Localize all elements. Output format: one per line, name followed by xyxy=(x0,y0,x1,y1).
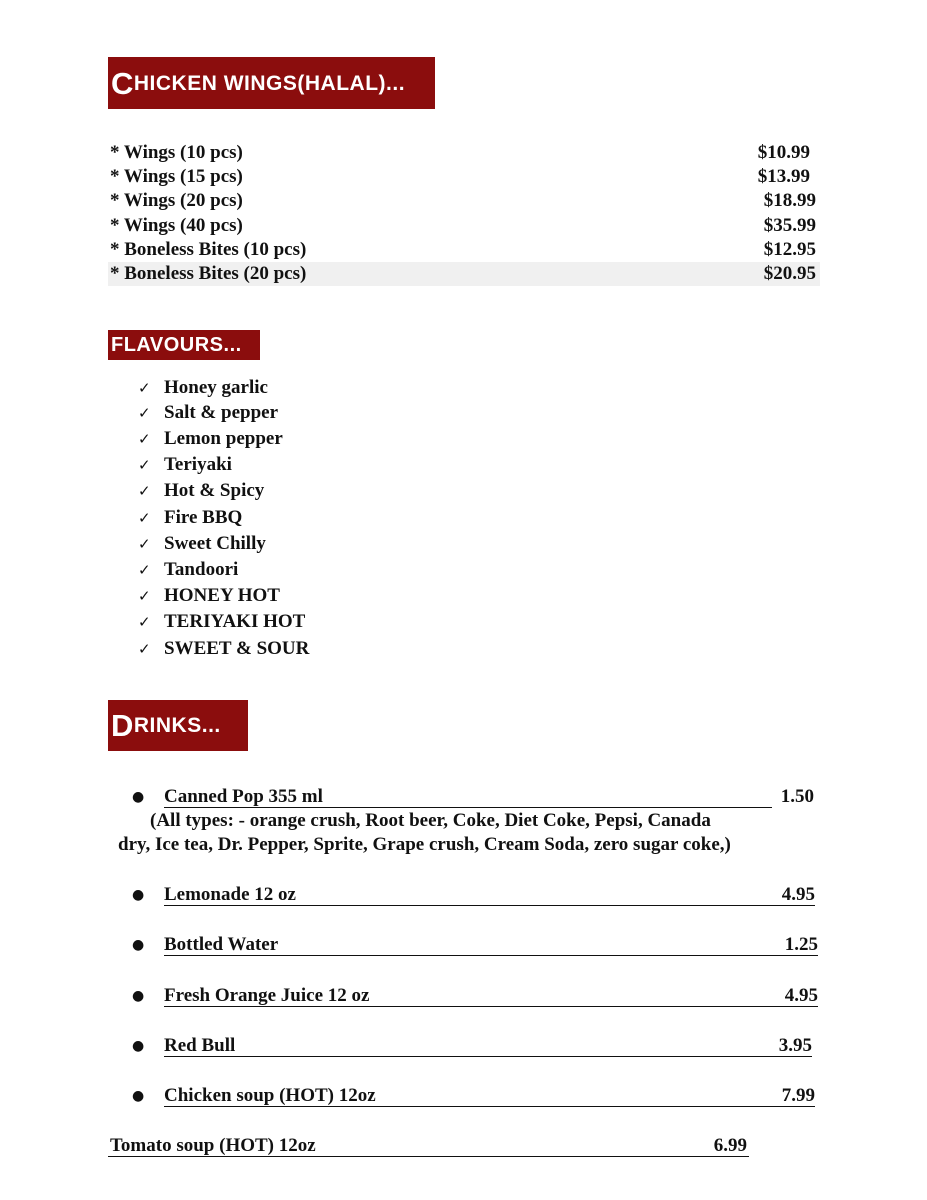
flavour-item xyxy=(138,479,264,503)
check-icon: ✓ xyxy=(138,404,151,422)
flavour-item xyxy=(138,584,280,608)
pop-types-note: dry, Ice tea, Dr. Pepper, Sprite, Grape crush, Cream Soda, zero sugar coke,) xyxy=(118,834,731,855)
wing-item-price: $10.99 xyxy=(757,142,810,163)
chicken-wings-heading xyxy=(108,57,435,109)
flavour-item xyxy=(138,427,283,451)
drink-item-name: Fresh Orange Juice 12 oz xyxy=(164,985,370,1006)
wing-item-price: $20.95 xyxy=(763,263,816,284)
wing-item-row xyxy=(108,165,820,189)
drink-item-name: Bottled Water xyxy=(164,934,279,955)
drink-item-line xyxy=(164,1034,812,1057)
check-icon: ✓ xyxy=(138,561,151,579)
flavour-item-label: Tandoori xyxy=(164,559,239,580)
tomato-soup-item xyxy=(108,1134,749,1157)
flavour-item-label: Salt & pepper xyxy=(164,402,278,423)
flavour-item-label: Honey garlic xyxy=(164,377,268,398)
check-icon: ✓ xyxy=(138,482,151,500)
check-icon: ✓ xyxy=(138,535,151,553)
wing-item-row xyxy=(108,238,820,262)
bullet-icon: ● xyxy=(132,988,145,1004)
check-icon: ✓ xyxy=(138,613,151,631)
wing-item-row-highlighted xyxy=(108,262,820,286)
flavour-item-label: Fire BBQ xyxy=(164,507,243,528)
flavour-item xyxy=(138,376,268,400)
drink-item-price: 4.95 xyxy=(784,985,818,1006)
drinks-heading xyxy=(108,700,248,751)
drink-item-name: Red Bull xyxy=(164,1035,236,1056)
drinks-heading-rest: RINKS... xyxy=(133,714,221,737)
check-icon: ✓ xyxy=(138,456,151,474)
chicken-wings-heading-rest: HICKEN WINGS(HALAL)... xyxy=(133,71,406,95)
wing-item-name: * Wings (10 pcs) xyxy=(110,142,243,163)
drink-item xyxy=(132,1084,815,1108)
wing-item-name: * Wings (20 pcs) xyxy=(110,190,243,211)
drink-item-line xyxy=(164,883,815,906)
flavour-item xyxy=(138,401,278,425)
drink-item-name: Canned Pop 355 ml xyxy=(164,786,323,807)
wing-item-name: * Boneless Bites (20 pcs) xyxy=(110,263,307,284)
pop-types-note: (All types: - orange crush, Root beer, Coke, Diet Coke, Pepsi, Canada xyxy=(150,810,711,831)
flavours-heading-text: FLAVOURS... xyxy=(111,334,242,356)
wing-item-price: $18.99 xyxy=(763,190,816,211)
drink-item xyxy=(132,785,812,809)
drink-item-price: 3.95 xyxy=(778,1035,812,1056)
flavour-item-label: HONEY HOT xyxy=(164,585,280,606)
wing-item-price: $35.99 xyxy=(763,215,816,236)
check-icon: ✓ xyxy=(138,587,151,605)
flavours-heading xyxy=(108,330,260,360)
drink-item xyxy=(132,933,818,957)
drink-item-line xyxy=(164,1084,815,1107)
wing-item-name: * Boneless Bites (10 pcs) xyxy=(110,239,307,260)
drink-item-name: Lemonade 12 oz xyxy=(164,884,296,905)
drink-item-price: 4.95 xyxy=(781,884,815,905)
flavour-item-label: Hot & Spicy xyxy=(164,480,265,501)
wing-item-price: $12.95 xyxy=(763,239,816,260)
flavour-item xyxy=(138,637,309,661)
flavour-item xyxy=(138,453,232,477)
drink-item-line xyxy=(164,933,818,956)
drink-item-line xyxy=(164,785,772,808)
drink-item xyxy=(132,984,818,1008)
wing-item-row xyxy=(108,214,820,238)
flavour-item-label: Lemon pepper xyxy=(164,428,283,449)
flavour-item xyxy=(138,532,266,556)
wing-item-name: * Wings (40 pcs) xyxy=(110,215,243,236)
drink-item xyxy=(132,1034,812,1058)
tomato-soup-price: 6.99 xyxy=(713,1135,747,1156)
bullet-icon: ● xyxy=(132,1088,145,1104)
flavour-item-label: Teriyaki xyxy=(164,454,232,475)
check-icon: ✓ xyxy=(138,430,151,448)
check-icon: ✓ xyxy=(138,379,151,397)
tomato-soup-name: Tomato soup (HOT) 12oz xyxy=(110,1135,316,1156)
wing-item-price: $13.99 xyxy=(757,166,810,187)
flavour-item-label: Sweet Chilly xyxy=(164,533,266,554)
wing-item-row xyxy=(108,141,820,165)
check-icon: ✓ xyxy=(138,640,151,658)
wing-item-name: * Wings (15 pcs) xyxy=(110,166,243,187)
check-icon: ✓ xyxy=(138,509,151,527)
drink-item-line xyxy=(164,984,818,1007)
drinks-heading-initial: D xyxy=(111,708,134,743)
flavour-item xyxy=(138,506,242,530)
bullet-icon: ● xyxy=(132,789,145,805)
drink-item-price: 1.50 xyxy=(780,786,814,807)
drink-item-price: 1.25 xyxy=(784,934,818,955)
flavour-item xyxy=(138,558,238,582)
wing-item-row xyxy=(108,189,820,213)
flavour-item-label: SWEET & SOUR xyxy=(164,638,310,659)
flavour-item-label: TERIYAKI HOT xyxy=(164,611,306,632)
bullet-icon: ● xyxy=(132,1038,145,1054)
flavour-item xyxy=(138,610,305,634)
chicken-wings-heading-initial: C xyxy=(111,65,134,101)
bullet-icon: ● xyxy=(132,937,145,953)
bullet-icon: ● xyxy=(132,887,145,903)
drink-item-name: Chicken soup (HOT) 12oz xyxy=(164,1085,376,1106)
drink-item xyxy=(132,883,815,907)
drink-item-price: 7.99 xyxy=(781,1085,815,1106)
